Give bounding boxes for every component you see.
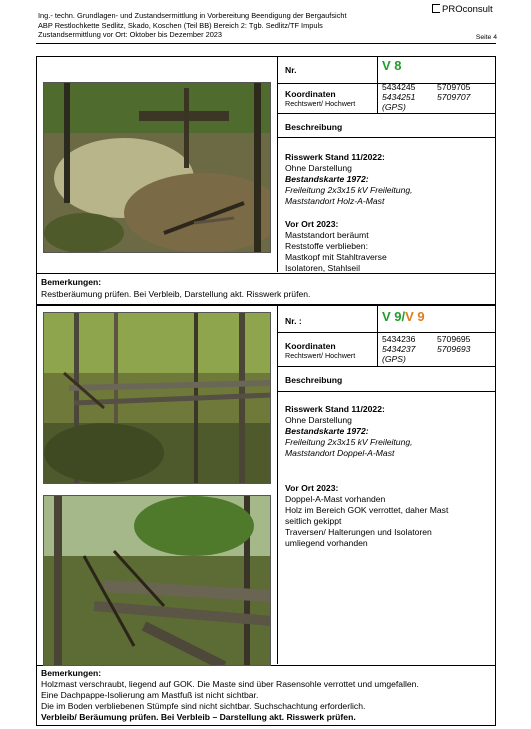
- nr-label: Nr. :: [285, 316, 302, 326]
- header-line-2: ABP Restlochkette Sedlitz, Skado, Koschen (Teil BB) Bereich 2: Tgb. Sedlitz/TF Impuls: [38, 20, 323, 30]
- entry-v8: [36, 56, 496, 305]
- nr-value-a: V 9: [382, 309, 402, 324]
- forest-photo-image: [44, 313, 271, 484]
- bestand-title: Bestandskarte 1972:: [285, 426, 369, 436]
- koordinaten-label: Koordinaten: [285, 341, 336, 351]
- coord-h1: 5709705: [437, 82, 471, 92]
- gps-label: (GPS): [382, 354, 406, 364]
- document-header: [38, 11, 498, 40]
- header-divider: [36, 43, 496, 44]
- koordinaten-label: Koordinaten: [285, 89, 336, 99]
- bestand-line-1: Freileitung 2x3x15 kV Freileitung,: [285, 185, 413, 195]
- page-number: Seite 4: [475, 34, 497, 41]
- vorort-line: Isolatoren, Stahlseil: [285, 263, 360, 273]
- photo-v9-1: [43, 312, 271, 484]
- logo-text: PROconsult: [442, 4, 493, 15]
- vorort-line: Reststoffe verblieben:: [285, 241, 368, 251]
- vorort-title: Vor Ort 2023:: [285, 219, 339, 229]
- coord-r2: 5434237: [382, 344, 416, 354]
- vorort-line: Holz im Bereich GOK verrottet, daher Mast: [285, 505, 449, 515]
- bestand-line-2: Maststandort Doppel-A-Mast: [285, 448, 395, 458]
- coord-r1: 5434236: [382, 334, 416, 344]
- nr-value-b: V 9: [405, 309, 425, 324]
- header-line-1: Ing.- techn. Grundlagen- und Zustandsermittlung in Vorbereitung Beendigung der Bergaufsicht: [38, 11, 347, 20]
- nr-value: [382, 309, 425, 324]
- gps-label: (GPS): [382, 102, 406, 112]
- header-line-3: Zustandsermittlung vor Ort: Oktober bis Dezember 2023: [38, 30, 223, 40]
- nr-label: Nr.: [285, 65, 297, 75]
- bemerkungen-title: Bemerkungen:: [41, 668, 102, 678]
- bemerkungen-line: Die im Boden verbliebenen Stümpfe sind nicht sichtbar. Suchschachtung erforderlich.: [41, 701, 366, 711]
- coord-r1: 5434245: [382, 82, 416, 92]
- bemerkungen-bold: Verbleib/ Beräumung prüfen. Bei Verbleib – Darstellung akt. Risswerk prüfen.: [41, 712, 356, 722]
- risswerk-text: Ohne Darstellung: [285, 415, 352, 425]
- nr-separator: /: [401, 309, 406, 324]
- photo-v8: [43, 82, 271, 253]
- bestand-line-2: Maststandort Holz-A-Mast: [285, 196, 385, 206]
- bemerkungen-text: Restberäumung prüfen. Bei Verbleib, Darstellung akt. Risswerk prüfen.: [41, 289, 311, 299]
- vorort-line: umliegend vorhanden: [285, 538, 368, 548]
- vorort-title: Vor Ort 2023:: [285, 483, 339, 493]
- coord-h2: 5709707: [437, 92, 471, 102]
- risswerk-title: Risswerk Stand 11/2022:: [285, 152, 385, 162]
- coord-h2: 5709693: [437, 344, 471, 354]
- forest-photo-image: [44, 496, 271, 666]
- coord-r2: 5434251: [382, 92, 416, 102]
- logo-icon: [432, 4, 440, 13]
- bemerkungen-title: Bemerkungen:: [41, 277, 102, 287]
- vorort-line: seitlich gekippt: [285, 516, 342, 526]
- bemerkungen-line: Eine Dachpappe-Isolierung am Mastfuß ist nicht sichtbar.: [41, 690, 259, 700]
- vorort-line: Doppel-A-Mast vorhanden: [285, 494, 386, 504]
- coord-h1: 5709695: [437, 334, 471, 344]
- vorort-line: Mastkopf mit Stahltraverse: [285, 252, 387, 262]
- photo-v9-2: [43, 495, 271, 666]
- bestand-title: Bestandskarte 1972:: [285, 174, 369, 184]
- beschreibung-label: Beschreibung: [285, 122, 343, 132]
- bestand-line-1: Freileitung 2x3x15 kV Freileitung,: [285, 437, 413, 447]
- entry-v9: [36, 305, 496, 726]
- koordinaten-sublabel: Rechtswert/ Hochwert: [285, 351, 356, 360]
- beschreibung-label: Beschreibung: [285, 375, 343, 385]
- nr-value: V 8: [382, 58, 402, 73]
- forest-photo-image: [44, 83, 271, 253]
- company-logo: [432, 4, 493, 15]
- vorort-line: Maststandort beräumt: [285, 230, 369, 240]
- risswerk-text: Ohne Darstellung: [285, 163, 352, 173]
- bemerkungen-line: Holzmast verschraubt, liegend auf GOK. Die Maste sind über Rasensohle verrottet und umgefallen.: [41, 679, 419, 689]
- risswerk-title: Risswerk Stand 11/2022:: [285, 404, 385, 414]
- vorort-line: Traversen/ Halterungen und Isolatoren: [285, 527, 432, 537]
- koordinaten-sublabel: Rechtswert/ Hochwert: [285, 99, 356, 108]
